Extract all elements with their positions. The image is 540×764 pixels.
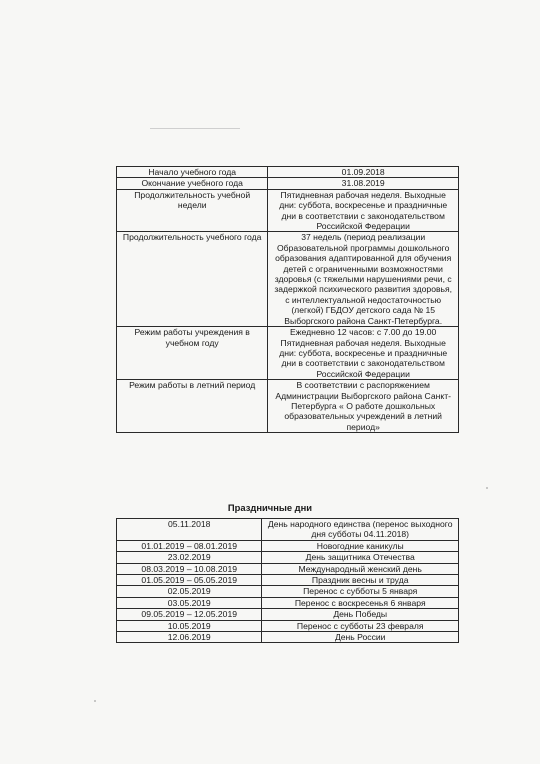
table-row xyxy=(117,519,459,541)
scan-artifact-line xyxy=(150,128,240,129)
table-row xyxy=(117,563,459,574)
row-value: 31.08.2019 xyxy=(268,178,459,189)
holiday-date: 10.05.2019 xyxy=(117,620,262,631)
holiday-date: 01.01.2019 – 08.01.2019 xyxy=(117,540,262,551)
row-label: Продолжительность учебного года xyxy=(117,232,268,327)
holiday-name: День Победы xyxy=(262,609,459,620)
holiday-name: День защитника Отечества xyxy=(262,552,459,563)
row-label: Режим работы учреждения в учебном году xyxy=(117,327,268,380)
holiday-name: Перенос с субботы 23 февраля xyxy=(262,620,459,631)
holiday-date: 09.05.2019 – 12.05.2019 xyxy=(117,609,262,620)
holiday-name: Праздник весны и труда xyxy=(262,575,459,586)
row-value: Ежедневно 12 часов: с 7.00 до 19.00 Пятидневная рабочая неделя. Выходные дни: суббота, воскресенье и праздничные дни в соответствии с законодательством Российской Федерации xyxy=(268,327,459,380)
table-row xyxy=(117,380,459,433)
holiday-date: 05.11.2018 xyxy=(117,519,262,541)
row-value: 37 недель (период реализации Образовательной программы дошкольного образования адаптированной для обучения детей с ограниченными возможностями здоровья (с тяжелыми нарушениями речи, с задержкой психического развития здоровья, с интеллектуальной недостаточностью (легкой) ГБДОУ детского сада № 15 Выборгского района Санкт-Петербурга. xyxy=(268,232,459,327)
holiday-name: Международный женский день xyxy=(262,563,459,574)
table-row xyxy=(117,232,459,327)
holiday-name: День России xyxy=(262,632,459,643)
holiday-date: 23.02.2019 xyxy=(117,552,262,563)
table-row xyxy=(117,575,459,586)
holiday-name: День народного единства (перенос выходного дня субботы 04.11.2018) xyxy=(262,519,459,541)
row-value: В соответствии с распоряжением Администрации Выборгского района Санкт-Петербурга « О работе дошкольных образовательных учреждений в летний период» xyxy=(268,380,459,433)
table-row xyxy=(117,552,459,563)
row-value: Пятидневная рабочая неделя. Выходные дни: суббота, воскресенье и праздничные дни в соответствии с законодательством Российской Федерации xyxy=(268,189,459,232)
table-row xyxy=(117,609,459,620)
table-row xyxy=(117,178,459,189)
holiday-date: 01.05.2019 – 05.05.2019 xyxy=(117,575,262,586)
table-row xyxy=(117,620,459,631)
scan-speck xyxy=(486,487,488,489)
row-label: Начало учебного года xyxy=(117,167,268,178)
row-label: Окончание учебного года xyxy=(117,178,268,189)
holiday-name: Перенос с субботы 5 января xyxy=(262,586,459,597)
table-row xyxy=(117,540,459,551)
holidays-table xyxy=(116,518,459,643)
row-label: Режим работы в летний период xyxy=(117,380,268,433)
scan-speck xyxy=(94,700,96,702)
row-label: Продолжительность учебной недели xyxy=(117,189,268,232)
holiday-name: Новогодние каникулы xyxy=(262,540,459,551)
holiday-date: 12.06.2019 xyxy=(117,632,262,643)
holiday-name: Перенос с воскресенья 6 января xyxy=(262,597,459,608)
holidays-heading: Праздничные дни xyxy=(227,502,313,513)
table-row xyxy=(117,189,459,232)
holiday-date: 02.05.2019 xyxy=(117,586,262,597)
row-value: 01.09.2018 xyxy=(268,167,459,178)
academic-year-schedule-table xyxy=(116,166,459,433)
holiday-date: 03.05.2019 xyxy=(117,597,262,608)
table-row xyxy=(117,167,459,178)
holiday-date: 08.03.2019 – 10.08.2019 xyxy=(117,563,262,574)
table-row xyxy=(117,632,459,643)
table-row xyxy=(117,327,459,380)
table-row xyxy=(117,597,459,608)
table-row xyxy=(117,586,459,597)
